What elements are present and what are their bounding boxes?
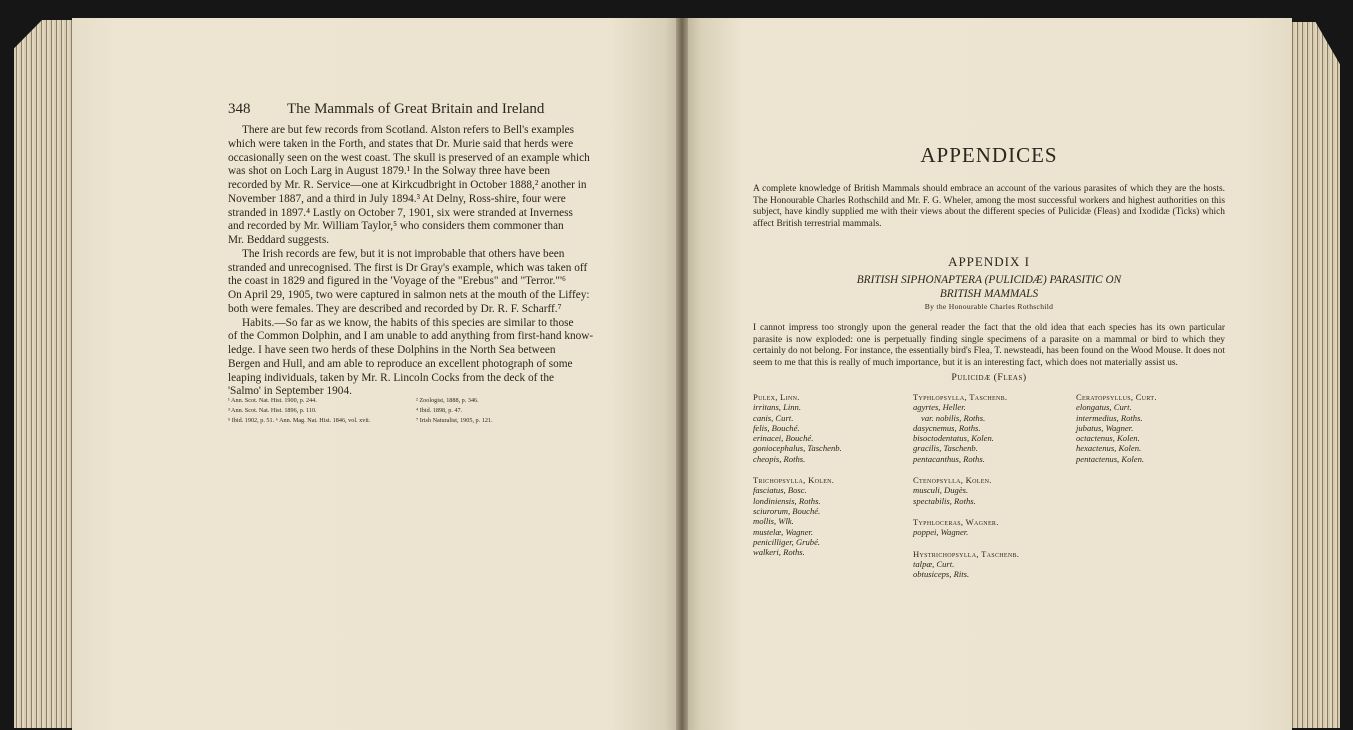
subtitle-line-1: BRITISH SIPHONAPTERA (PULICIDÆ) PARASITIC ON: [856, 274, 1122, 286]
species-name: dasycnemus, Roths.: [913, 422, 981, 433]
page-number: 348: [228, 101, 251, 117]
species-name: spectabilis, Roths.: [913, 495, 976, 506]
body-line: both were females. They are described and recorded by Dr. R. F. Scharff.⁷: [228, 302, 562, 315]
byline: By the Honourable Charles Rothschild: [924, 302, 1054, 311]
body-line: On April 29, 1905, two were captured in salmon nets at the mouth of the Liffey:: [228, 289, 590, 301]
appendix-heading: APPENDIX I: [948, 254, 1030, 269]
species-name: intermedius, Roths.: [1076, 412, 1143, 423]
species-name: jubatus, Wagner.: [1076, 422, 1134, 433]
genus-name: Ceratopsyllus, Curt.: [1076, 392, 1157, 402]
footnote-row: [228, 396, 554, 406]
body-line: stranded in 1897.⁴ Lastly on October 7, 1901, six were stranded at Inverness: [228, 206, 573, 219]
body-line: November 1887, and a third in July 1894.³ At Delny, Ross-shire, four were: [228, 192, 566, 205]
body-line: Habits.—So far as we know, the habits of this species are similar to those: [242, 316, 574, 329]
body-line: the coast in 1829 and figured in the 'Voyage of the "Erebus" and "Terror."'⁶: [228, 275, 566, 288]
genus-name: Typhloceras, Wagner.: [913, 516, 999, 527]
species-name: obtusiceps, Rits.: [913, 569, 970, 580]
body-line: was shot on Loch Larg in August 1879.¹ In the Solway three have been: [228, 165, 550, 178]
genus-name: Pulex, Linn.: [753, 392, 800, 402]
species-column-3: [1076, 392, 1226, 464]
species-name: erinacei, Bouché.: [753, 433, 814, 444]
group-spacer: [913, 538, 1063, 549]
genus-name: Ctenopsylla, Kolen.: [913, 475, 992, 486]
body-line: of the Common Dolphin, and I am unable to add anything from first-hand know-: [228, 330, 594, 343]
body-line: Bergen and Hull, and am able to reproduce an excellent photograph of some: [228, 357, 573, 370]
species-name: mollis, Wlk.: [753, 516, 794, 527]
species-name: elongatus, Curt.: [1076, 402, 1132, 413]
body-line: 'Salmo' in September 1904.: [228, 385, 352, 398]
footnote: ⁵ Ibid. 1902, p. 51. ⁶ Ann. Mag. Nat. Hist. 1846, vol. xvii.: [228, 417, 371, 424]
species-name: fasciatus, Bosc.: [753, 485, 807, 496]
footnote-row: [228, 406, 554, 416]
species-name: talpæ, Curt.: [913, 558, 955, 569]
body-line: leaping individuals, taken by Mr. R. Lincoln Cocks from the deck of the: [228, 371, 554, 384]
body-line: occasionally seen on the west coast. The skull is preserved of an example which: [228, 151, 590, 164]
species-name: pentacanthus, Roths.: [913, 453, 985, 464]
genus-name: Trichopsylla, Kolen.: [753, 475, 835, 486]
body-line: stranded and unrecognised. The first is Dr Gray's example, which was taken off: [228, 261, 588, 274]
footnote: ² Zoologist, 1888, p. 346.: [416, 397, 479, 404]
left-page-body: [228, 124, 594, 399]
group-spacer: [913, 464, 1063, 475]
group-spacer: [753, 464, 903, 475]
footnote: ⁷ Irish Naturalist, 1905, p. 121.: [416, 417, 493, 424]
species-name: agyrtes, Heller.: [913, 402, 966, 413]
species-name: mustelæ, Wagner.: [753, 526, 814, 537]
species-column-2: [913, 392, 1063, 579]
species-name: cheopis, Roths.: [753, 453, 806, 464]
species-name: octactenus, Kolen.: [1076, 433, 1140, 444]
genus-name: Typhlopsylla, Taschenb.: [913, 392, 1008, 402]
species-name: walkeri, Roths.: [753, 547, 805, 558]
species-name: penicilliger, Grubé.: [753, 536, 821, 547]
footnote: ⁴ Ibid. 1898, p. 47.: [416, 407, 463, 414]
species-column-1: [753, 392, 903, 557]
family-heading: Pulicidæ (Fleas): [951, 372, 1027, 383]
species-name: londiniensis, Roths.: [753, 495, 821, 506]
species-name: irritans, Linn.: [753, 402, 801, 413]
appendix-subtitle: [753, 273, 1225, 301]
species-name: var. nobilis, Roths.: [921, 412, 986, 423]
species-name: hexactenus, Kolen.: [1076, 443, 1142, 454]
genus-name: Hystrichopsylla, Taschenb.: [913, 548, 1020, 559]
footnote: ³ Ann. Scot. Nat. Hist. 1896, p. 110.: [228, 407, 317, 414]
footnote-row: [228, 416, 554, 426]
species-name: musculi, Dugès.: [913, 485, 969, 496]
species-name: poppei, Wagner.: [913, 527, 969, 538]
species-name: sciurorum, Bouché.: [753, 505, 821, 516]
subtitle-line-2: BRITISH MAMMALS: [939, 288, 1039, 300]
book-gutter: [676, 18, 688, 730]
body-line: There are but few records from Scotland. Alston refers to Bell's examples: [242, 124, 575, 136]
body-line: which were taken in the Forth, and states that Dr. Murie said that herds were: [228, 137, 574, 150]
body-line: and recorded by Mr. William Taylor,⁵ who considers them commoner than: [228, 220, 564, 233]
species-name: felis, Bouché.: [753, 422, 800, 433]
body-line: ledge. I have seen two herds of these Dolphins in the North Sea between: [228, 344, 556, 356]
species-name: bisoctodentatus, Kolen.: [913, 433, 994, 444]
group-spacer: [913, 506, 1063, 517]
body-line: The Irish records are few, but it is not improbable that others have been: [242, 247, 565, 260]
appendices-title: APPENDICES: [920, 143, 1058, 167]
footnote: ¹ Ann. Scot. Nat. Hist. 1900, p. 244.: [228, 397, 317, 404]
body-line: recorded by Mr. R. Service—one at Kirkcudbright in October 1888,² another in: [228, 179, 587, 191]
footnotes: [228, 396, 554, 426]
species-name: goniocephalus, Taschenb.: [753, 443, 842, 454]
species-name: pentactenus, Kolen.: [1076, 453, 1145, 464]
body-paragraph: I cannot impress too strongly upon the general reader the fact that the old idea that each species has its own particular parasite is now exploded: one is perpetually finding single specimens of a parasite on a mammal or bird to which they certainly do not belong. For instance, the essentially bird's Flea, T. newsteadi, has been found on the Wood Mouse. It does not seem to me that this is really of much importance, but it is an interesting fact, which does not materially assist us.: [753, 323, 1225, 368]
running-title: The Mammals of Great Britain and Ireland: [287, 101, 545, 117]
species-name: canis, Curt.: [753, 412, 794, 423]
body-line: Mr. Beddard suggests.: [228, 234, 330, 246]
species-name: gracilis, Taschenb.: [913, 443, 978, 454]
intro-paragraph: A complete knowledge of British Mammals should embrace an account of the various parasites of which they are the hosts. The Honourable Charles Rothschild and Mr. F. G. Wheler, among the most successful workers and highest authorities on this subject, have kindly supplied me with their views about the different species of Pulicidæ (Fleas) and Ixodidæ (Ticks) which affect British terrestrial mammals.: [753, 184, 1225, 229]
